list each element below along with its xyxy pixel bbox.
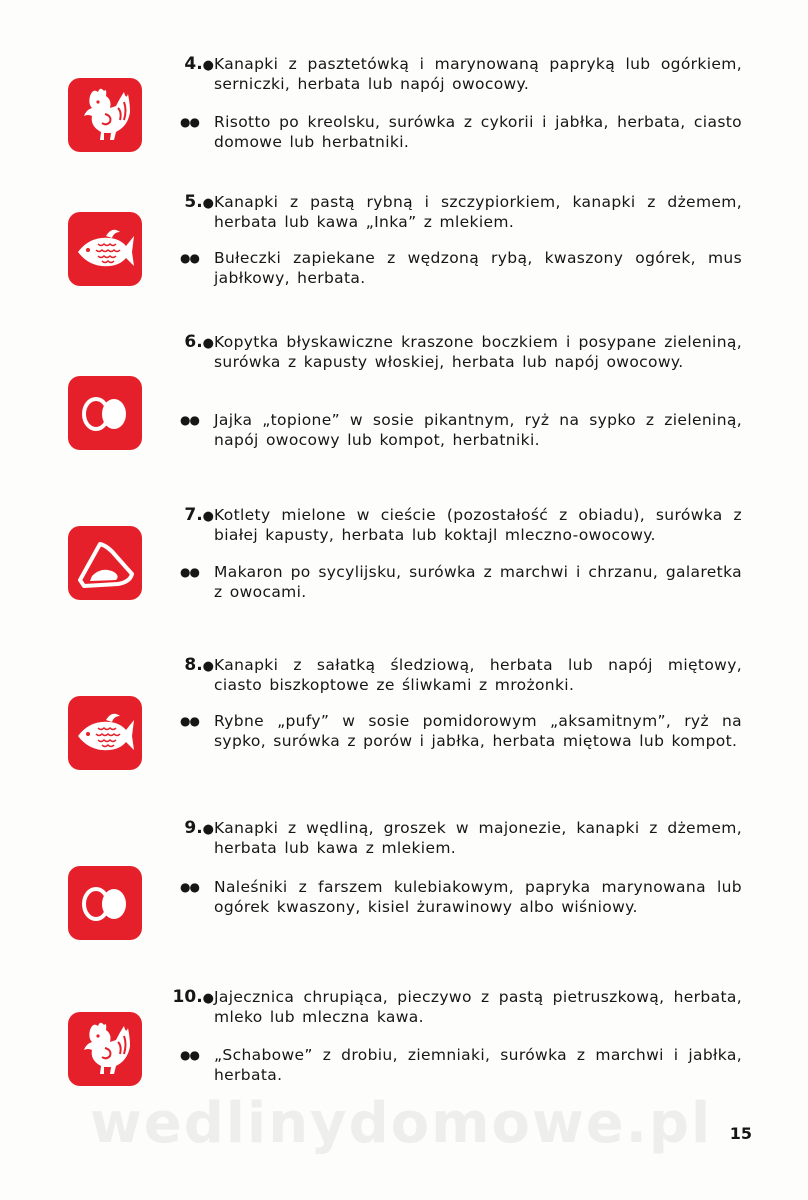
first-meal: Kopytka błyskawiczne kraszone boczkiem i posypane zieleniną, surówka z kapusty włoskiej, herbata lub napój owocowy. bbox=[214, 333, 742, 371]
egg-icon bbox=[68, 376, 142, 450]
single-dot-marker: ● bbox=[202, 336, 214, 351]
first-meal: Kanapki z wędliną, groszek w majonezie, kanapki z dżemem, herbata lub kawa z mlekiem. bbox=[214, 819, 742, 857]
watermark: wedlinydomowe.pl bbox=[90, 1091, 713, 1156]
single-dot-marker: ● bbox=[202, 509, 214, 524]
second-meal: Jajka „topione” w sosie pikantnym, ryż na sypko z zieleniną, napój owocowy lub kompot, herbatniki. bbox=[214, 411, 742, 449]
single-dot-marker: ● bbox=[202, 659, 214, 674]
day-number-text: 8. bbox=[184, 655, 203, 675]
egg-icon bbox=[68, 866, 142, 940]
day-number-text: 6. bbox=[184, 332, 203, 352]
day-number bbox=[172, 505, 214, 527]
day-number-text: 9. bbox=[184, 818, 203, 838]
page-number: 15 bbox=[729, 1124, 752, 1143]
second-meal: „Schabowe” z drobiu, ziemniaki, surówka z marchwi i jabłka, herbata. bbox=[214, 1046, 742, 1084]
first-meal: Kanapki z sałatką śledziową, herbata lub napój miętowy, ciasto biszkoptowe ze śliwkami z mrożonki. bbox=[214, 656, 742, 694]
second-meal: Rybne „pufy” w sosie pomidorowym „aksamitnym”, ryż na sypko, surówka z porów i jabłka, herbata miętowa lub kompot. bbox=[214, 712, 742, 750]
day-number bbox=[172, 192, 214, 214]
day-number-text: 10. bbox=[172, 987, 203, 1007]
double-dot-marker: ●● bbox=[180, 565, 199, 579]
single-dot-marker: ● bbox=[202, 991, 214, 1006]
meat-icon bbox=[68, 526, 142, 600]
first-meal: Kotlety mielone w cieście (pozostałość z obiadu), surówka z białej kapusty, herbata lub koktajl mleczno-owocowy. bbox=[214, 506, 742, 544]
first-meal: Jajecznica chrupiąca, pieczywo z pastą pietruszkową, herbata, mleko lub mleczna kawa. bbox=[214, 988, 742, 1026]
first-meal: Kanapki z pasztetówką i marynowaną papryką lub ogórkiem, serniczki, herbata lub napój owocowy. bbox=[214, 55, 742, 93]
double-dot-marker: ●● bbox=[180, 251, 199, 265]
double-dot-marker: ●● bbox=[180, 714, 199, 728]
fish-icon bbox=[68, 212, 142, 286]
double-dot-marker: ●● bbox=[180, 1048, 199, 1062]
second-meal: Risotto po kreolsku, surówka z cykorii i jabłka, herbata, ciasto domowe lub herbatniki. bbox=[214, 113, 742, 151]
day-number-text: 4. bbox=[184, 54, 203, 74]
single-dot-marker: ● bbox=[202, 822, 214, 837]
second-meal: Bułeczki zapiekane z wędzoną rybą, kwaszony ogórek, mus jabłkowy, herbata. bbox=[214, 249, 742, 287]
single-dot-marker: ● bbox=[202, 196, 214, 211]
day-number-text: 7. bbox=[184, 505, 203, 525]
double-dot-marker: ●● bbox=[180, 880, 199, 894]
day-number bbox=[172, 987, 214, 1009]
second-meal: Naleśniki z farszem kulebiakowym, papryka marynowana lub ogórek kwaszony, kisiel żurawinowy albo wiśniowy. bbox=[214, 878, 742, 916]
fish-icon bbox=[68, 696, 142, 770]
double-dot-marker: ●● bbox=[180, 115, 199, 129]
day-number bbox=[172, 655, 214, 677]
first-meal: Kanapki z pastą rybną i szczypiorkiem, kanapki z dżemem, herbata lub kawa „Inka” z mlekiem. bbox=[214, 193, 742, 231]
rooster-icon bbox=[68, 1012, 142, 1086]
day-number bbox=[172, 818, 214, 840]
day-number bbox=[172, 332, 214, 354]
rooster-icon bbox=[68, 78, 142, 152]
day-number-text: 5. bbox=[184, 192, 203, 212]
double-dot-marker: ●● bbox=[180, 413, 199, 427]
day-number bbox=[172, 54, 214, 76]
single-dot-marker: ● bbox=[202, 58, 214, 73]
second-meal: Makaron po sycylijsku, surówka z marchwi i chrzanu, galaretka z owocami. bbox=[214, 563, 742, 601]
